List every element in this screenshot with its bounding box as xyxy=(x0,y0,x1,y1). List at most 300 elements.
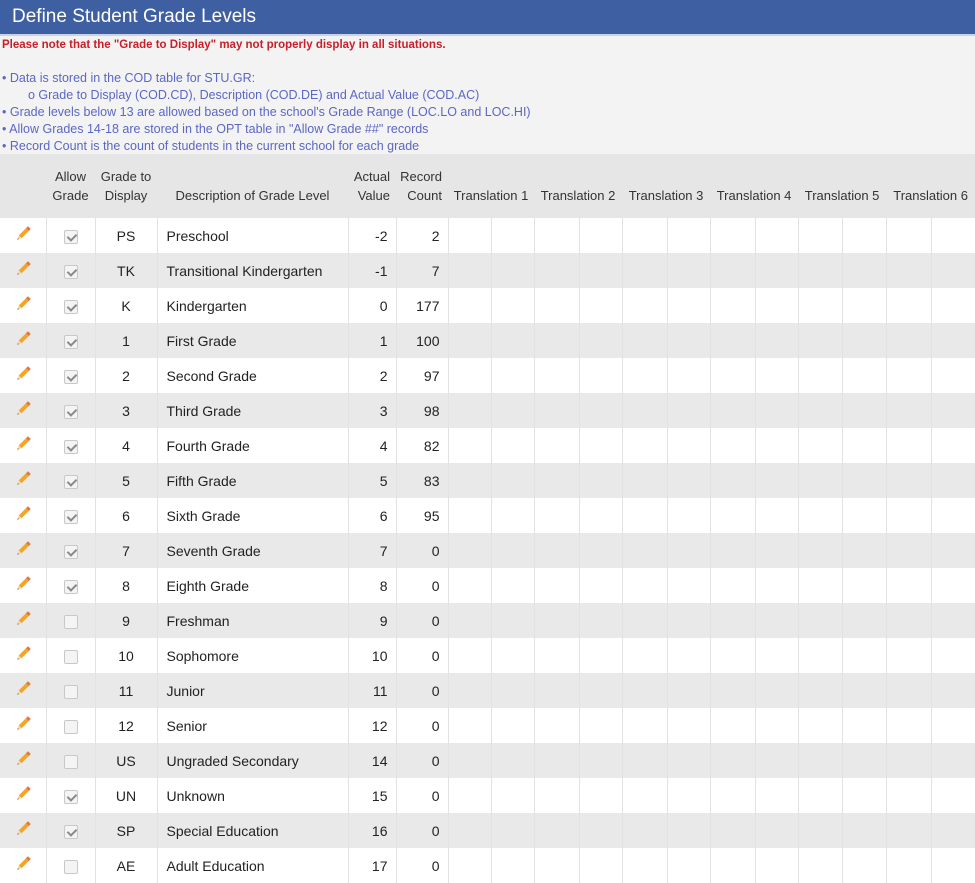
description-cell: Senior xyxy=(157,708,348,743)
translation-cell xyxy=(710,743,755,778)
description-cell: Preschool xyxy=(157,218,348,253)
allow-grade-cell xyxy=(46,533,95,568)
translation-cell xyxy=(579,603,622,638)
edit-cell xyxy=(0,603,46,638)
translation-cell xyxy=(755,778,798,813)
edit-pencil-icon[interactable] xyxy=(13,399,33,419)
edit-cell xyxy=(0,533,46,568)
translation-cell xyxy=(622,463,667,498)
table-row xyxy=(0,673,975,708)
translation-cell xyxy=(842,288,886,323)
translation-cell xyxy=(622,358,667,393)
translation-cell xyxy=(842,568,886,603)
translation-cell xyxy=(491,393,534,428)
translation-cell xyxy=(448,358,491,393)
record-count-cell: 0 xyxy=(396,533,448,568)
record-count-cell: 95 xyxy=(396,498,448,533)
allow-grade-checkbox[interactable] xyxy=(64,825,78,839)
grade-cell: 10 xyxy=(95,638,157,673)
translation-cell xyxy=(755,568,798,603)
translation-cell xyxy=(667,288,710,323)
edit-pencil-icon[interactable] xyxy=(13,469,33,489)
translation-cell xyxy=(622,428,667,463)
translation-cell xyxy=(710,253,755,288)
translation-cell xyxy=(491,743,534,778)
grade-cell: 4 xyxy=(95,428,157,463)
allow-grade-cell xyxy=(46,288,95,323)
translation-cell xyxy=(491,288,534,323)
translation-cell xyxy=(622,813,667,848)
translation-cell xyxy=(931,498,975,533)
allow-grade-cell xyxy=(46,498,95,533)
translation-cell xyxy=(579,848,622,883)
allow-grade-checkbox[interactable] xyxy=(64,440,78,454)
translation-cell xyxy=(579,778,622,813)
translation-cell xyxy=(491,813,534,848)
edit-pencil-icon[interactable] xyxy=(13,224,33,244)
translation-cell xyxy=(491,638,534,673)
translation-cell xyxy=(755,288,798,323)
translation-cell xyxy=(534,218,579,253)
translation-cell xyxy=(886,568,931,603)
grade-to-display-header[interactable]: Grade to Display xyxy=(95,154,157,218)
translation-cell xyxy=(448,498,491,533)
translation-cell xyxy=(622,393,667,428)
translation-cell xyxy=(667,463,710,498)
translation-cell xyxy=(710,323,755,358)
translation-cell xyxy=(534,323,579,358)
translation-cell xyxy=(622,498,667,533)
translation-cell xyxy=(491,778,534,813)
translation-cell xyxy=(842,358,886,393)
allow-grade-cell xyxy=(46,253,95,288)
translation-cell xyxy=(842,218,886,253)
translation-cell xyxy=(491,498,534,533)
allow-grade-checkbox[interactable] xyxy=(64,230,78,244)
translation-cell xyxy=(886,778,931,813)
translation-cell xyxy=(448,253,491,288)
translation-cell xyxy=(886,323,931,358)
translation-cell xyxy=(886,708,931,743)
allow-grade-cell xyxy=(46,673,95,708)
translation-cell xyxy=(886,743,931,778)
translation-cell xyxy=(622,848,667,883)
translation-cell xyxy=(798,743,842,778)
allow-grade-cell xyxy=(46,568,95,603)
translation-cell xyxy=(886,428,931,463)
translation-cell xyxy=(798,848,842,883)
translation-cell xyxy=(667,848,710,883)
translation-cell xyxy=(931,463,975,498)
record-count-cell: 0 xyxy=(396,673,448,708)
grade-cell: 9 xyxy=(95,603,157,638)
translation-cell xyxy=(842,428,886,463)
translation-cell xyxy=(579,253,622,288)
translation-cell xyxy=(755,463,798,498)
table-row xyxy=(0,218,975,253)
translation-cell xyxy=(798,323,842,358)
translation-cell xyxy=(448,568,491,603)
grade-levels-table xyxy=(0,154,975,883)
actual-value-cell: 7 xyxy=(348,533,396,568)
translation-cell xyxy=(579,288,622,323)
translation-cell xyxy=(710,778,755,813)
allow-grade-checkbox[interactable] xyxy=(64,720,78,734)
description-cell: Fourth Grade xyxy=(157,428,348,463)
edit-pencil-icon[interactable] xyxy=(13,574,33,594)
edit-pencil-icon[interactable] xyxy=(13,434,33,454)
record-count-cell: 7 xyxy=(396,253,448,288)
translation-cell xyxy=(931,253,975,288)
grade-cell: 3 xyxy=(95,393,157,428)
grade-cell: UN xyxy=(95,778,157,813)
description-cell: Kindergarten xyxy=(157,288,348,323)
allow-grade-cell xyxy=(46,708,95,743)
grade-cell: 6 xyxy=(95,498,157,533)
translation-cell xyxy=(886,813,931,848)
actual-value-cell: 15 xyxy=(348,778,396,813)
translation-cell xyxy=(931,393,975,428)
translation-cell xyxy=(448,533,491,568)
translation-cell xyxy=(842,743,886,778)
translation-cell xyxy=(842,393,886,428)
translation-cell xyxy=(886,218,931,253)
translation-cell xyxy=(710,428,755,463)
translation-cell xyxy=(710,568,755,603)
translation-cell xyxy=(491,673,534,708)
edit-cell xyxy=(0,813,46,848)
translation-cell xyxy=(710,673,755,708)
display-warning: Please note that the "Grade to Display" may not properly display in all situations. xyxy=(2,39,446,51)
translation-cell xyxy=(667,533,710,568)
translation-1-header[interactable]: Translation 1 xyxy=(448,154,534,218)
edit-cell xyxy=(0,218,46,253)
translation-cell xyxy=(448,323,491,358)
translation-5-header[interactable]: Translation 5 xyxy=(798,154,886,218)
table-row xyxy=(0,463,975,498)
allow-grade-cell xyxy=(46,393,95,428)
allow-grade-checkbox[interactable] xyxy=(64,790,78,804)
record-count-cell: 0 xyxy=(396,603,448,638)
translation-cell xyxy=(534,603,579,638)
allow-grade-cell xyxy=(46,463,95,498)
description-cell: Sixth Grade xyxy=(157,498,348,533)
translation-cell xyxy=(886,848,931,883)
allow-grade-cell xyxy=(46,358,95,393)
table-row xyxy=(0,393,975,428)
description-cell: Adult Education xyxy=(157,848,348,883)
description-cell: Freshman xyxy=(157,603,348,638)
translation-cell xyxy=(579,463,622,498)
translation-cell xyxy=(798,813,842,848)
allow-grade-checkbox[interactable] xyxy=(64,650,78,664)
translation-cell xyxy=(491,568,534,603)
description-cell: Seventh Grade xyxy=(157,533,348,568)
description-cell: Third Grade xyxy=(157,393,348,428)
translation-4-header[interactable]: Translation 4 xyxy=(710,154,798,218)
translation-cell xyxy=(534,568,579,603)
translation-cell xyxy=(534,428,579,463)
grade-cell: US xyxy=(95,743,157,778)
edit-cell xyxy=(0,428,46,463)
allow-grade-checkbox[interactable] xyxy=(64,545,78,559)
translation-cell xyxy=(710,708,755,743)
translation-cell xyxy=(755,673,798,708)
edit-cell xyxy=(0,848,46,883)
translation-cell xyxy=(491,323,534,358)
note-line: o Grade to Display (COD.CD), Description (COD.DE) and Actual Value (COD.AC) xyxy=(28,88,480,102)
translation-cell xyxy=(622,288,667,323)
note-line: • Data is stored in the COD table for STU.GR: xyxy=(2,71,256,85)
translation-cell xyxy=(931,323,975,358)
translation-cell xyxy=(667,603,710,638)
translation-cell xyxy=(886,358,931,393)
description-header[interactable]: Description of Grade Level xyxy=(157,154,348,218)
edit-pencil-icon[interactable] xyxy=(13,854,33,874)
translation-cell xyxy=(622,638,667,673)
table-row xyxy=(0,288,975,323)
translation-cell xyxy=(710,498,755,533)
notes-list xyxy=(0,70,975,155)
grade-cell: AE xyxy=(95,848,157,883)
translation-cell xyxy=(886,533,931,568)
translation-cell xyxy=(448,288,491,323)
translation-cell xyxy=(931,218,975,253)
translation-cell xyxy=(842,253,886,288)
translation-cell xyxy=(798,428,842,463)
allow-grade-checkbox[interactable] xyxy=(64,580,78,594)
translation-cell xyxy=(579,638,622,673)
allow-grade-checkbox[interactable] xyxy=(64,475,78,489)
translation-cell xyxy=(710,813,755,848)
allow-grade-checkbox[interactable] xyxy=(64,405,78,419)
translation-cell xyxy=(491,848,534,883)
translation-cell xyxy=(755,848,798,883)
edit-pencil-icon[interactable] xyxy=(13,819,33,839)
translation-cell xyxy=(931,743,975,778)
translation-cell xyxy=(931,708,975,743)
info-panel xyxy=(0,36,975,154)
edit-pencil-icon[interactable] xyxy=(13,294,33,314)
edit-pencil-icon[interactable] xyxy=(13,749,33,769)
translation-cell xyxy=(579,743,622,778)
translation-cell xyxy=(534,778,579,813)
translation-cell xyxy=(534,848,579,883)
actual-value-cell: 10 xyxy=(348,638,396,673)
record-count-cell: 83 xyxy=(396,463,448,498)
description-cell: Junior xyxy=(157,673,348,708)
translation-cell xyxy=(931,358,975,393)
edit-cell xyxy=(0,568,46,603)
translation-cell xyxy=(448,218,491,253)
allow-grade-checkbox[interactable] xyxy=(64,510,78,524)
spacer xyxy=(0,53,975,70)
edit-cell xyxy=(0,673,46,708)
actual-value-cell: 3 xyxy=(348,393,396,428)
edit-pencil-icon[interactable] xyxy=(13,644,33,664)
table-row xyxy=(0,813,975,848)
description-cell: Fifth Grade xyxy=(157,463,348,498)
translation-cell xyxy=(491,603,534,638)
edit-pencil-icon[interactable] xyxy=(13,504,33,524)
translation-cell xyxy=(755,603,798,638)
grade-cell: 12 xyxy=(95,708,157,743)
translation-cell xyxy=(448,638,491,673)
translation-cell xyxy=(579,708,622,743)
translation-cell xyxy=(622,743,667,778)
translation-cell xyxy=(667,778,710,813)
translation-cell xyxy=(755,218,798,253)
translation-cell xyxy=(710,638,755,673)
edit-pencil-icon[interactable] xyxy=(13,609,33,629)
edit-pencil-icon[interactable] xyxy=(13,259,33,279)
translation-cell xyxy=(755,708,798,743)
table-row xyxy=(0,743,975,778)
record-count-cell: 0 xyxy=(396,848,448,883)
translation-cell xyxy=(798,673,842,708)
actual-value-cell: 17 xyxy=(348,848,396,883)
translation-cell xyxy=(710,463,755,498)
translation-cell xyxy=(931,603,975,638)
grade-cell: TK xyxy=(95,253,157,288)
edit-pencil-icon[interactable] xyxy=(13,364,33,384)
record-count-cell: 0 xyxy=(396,638,448,673)
actual-value-header[interactable]: Actual Value xyxy=(348,154,396,218)
allow-grade-checkbox[interactable] xyxy=(64,685,78,699)
allow-grade-cell xyxy=(46,428,95,463)
translation-cell xyxy=(534,358,579,393)
allow-grade-cell xyxy=(46,218,95,253)
allow-grade-checkbox[interactable] xyxy=(64,300,78,314)
translation-cell xyxy=(931,428,975,463)
grade-cell: 8 xyxy=(95,568,157,603)
translation-cell xyxy=(579,673,622,708)
translation-cell xyxy=(931,673,975,708)
table-row xyxy=(0,778,975,813)
allow-grade-checkbox[interactable] xyxy=(64,335,78,349)
record-count-cell: 177 xyxy=(396,288,448,323)
translation-cell xyxy=(886,463,931,498)
translation-cell xyxy=(622,533,667,568)
translation-cell xyxy=(886,393,931,428)
translation-cell xyxy=(667,498,710,533)
translation-cell xyxy=(710,533,755,568)
translation-cell xyxy=(534,253,579,288)
allow-grade-header[interactable]: Allow Grade xyxy=(46,154,95,218)
table-row xyxy=(0,253,975,288)
translation-2-header[interactable]: Translation 2 xyxy=(534,154,622,218)
description-cell: Sophomore xyxy=(157,638,348,673)
translation-cell xyxy=(448,743,491,778)
translation-cell xyxy=(491,253,534,288)
allow-grade-checkbox[interactable] xyxy=(64,265,78,279)
table-row xyxy=(0,848,975,883)
translation-cell xyxy=(798,568,842,603)
allow-grade-cell xyxy=(46,603,95,638)
actual-value-cell: 16 xyxy=(348,813,396,848)
allow-grade-checkbox[interactable] xyxy=(64,860,78,874)
edit-pencil-icon[interactable] xyxy=(13,329,33,349)
translation-cell xyxy=(534,813,579,848)
translation-cell xyxy=(491,218,534,253)
translation-cell xyxy=(579,323,622,358)
translation-cell xyxy=(534,463,579,498)
record-count-cell: 98 xyxy=(396,393,448,428)
translation-cell xyxy=(667,813,710,848)
record-count-header[interactable]: Record Count xyxy=(396,154,448,218)
edit-pencil-icon[interactable] xyxy=(13,784,33,804)
edit-cell xyxy=(0,393,46,428)
grade-cell: 7 xyxy=(95,533,157,568)
allow-grade-checkbox[interactable] xyxy=(64,615,78,629)
translation-cell xyxy=(622,673,667,708)
translation-cell xyxy=(931,848,975,883)
actual-value-cell: 6 xyxy=(348,498,396,533)
allow-grade-cell xyxy=(46,813,95,848)
translation-cell xyxy=(667,673,710,708)
translation-cell xyxy=(886,603,931,638)
translation-cell xyxy=(491,463,534,498)
translation-cell xyxy=(931,533,975,568)
translation-cell xyxy=(622,708,667,743)
translation-cell xyxy=(534,498,579,533)
allow-grade-cell xyxy=(46,323,95,358)
note-line: • Allow Grades 14-18 are stored in the OPT table in "Allow Grade ##" records xyxy=(2,122,429,136)
translation-cell xyxy=(579,813,622,848)
translation-cell xyxy=(755,323,798,358)
translation-cell xyxy=(710,358,755,393)
translation-cell xyxy=(710,218,755,253)
edit-pencil-icon[interactable] xyxy=(13,714,33,734)
translation-cell xyxy=(798,603,842,638)
record-count-cell: 82 xyxy=(396,428,448,463)
translation-cell xyxy=(622,218,667,253)
edit-pencil-icon[interactable] xyxy=(13,679,33,699)
translation-cell xyxy=(667,358,710,393)
note-line: • Grade levels below 13 are allowed based on the school's Grade Range (LOC.LO and LOC.HI) xyxy=(2,105,531,119)
translation-cell xyxy=(931,813,975,848)
record-count-cell: 0 xyxy=(396,813,448,848)
translation-cell xyxy=(579,428,622,463)
edit-pencil-icon[interactable] xyxy=(13,539,33,559)
description-cell: Eighth Grade xyxy=(157,568,348,603)
edit-cell xyxy=(0,778,46,813)
translation-cell xyxy=(667,253,710,288)
translation-cell xyxy=(579,218,622,253)
actual-value-cell: 14 xyxy=(348,743,396,778)
translation-cell xyxy=(842,498,886,533)
allow-grade-checkbox[interactable] xyxy=(64,370,78,384)
table-row xyxy=(0,708,975,743)
actual-value-cell: -2 xyxy=(348,218,396,253)
translation-6-header[interactable]: Translation 6 xyxy=(886,154,975,218)
grade-cell: SP xyxy=(95,813,157,848)
translation-cell xyxy=(448,428,491,463)
translation-3-header[interactable]: Translation 3 xyxy=(622,154,710,218)
translation-cell xyxy=(667,708,710,743)
edit-cell xyxy=(0,358,46,393)
translation-cell xyxy=(798,778,842,813)
allow-grade-cell xyxy=(46,848,95,883)
grade-cell: PS xyxy=(95,218,157,253)
allow-grade-checkbox[interactable] xyxy=(64,755,78,769)
record-count-cell: 97 xyxy=(396,358,448,393)
actual-value-cell: 8 xyxy=(348,568,396,603)
actual-value-cell: 0 xyxy=(348,288,396,323)
translation-cell xyxy=(667,323,710,358)
translation-cell xyxy=(755,393,798,428)
translation-cell xyxy=(842,778,886,813)
